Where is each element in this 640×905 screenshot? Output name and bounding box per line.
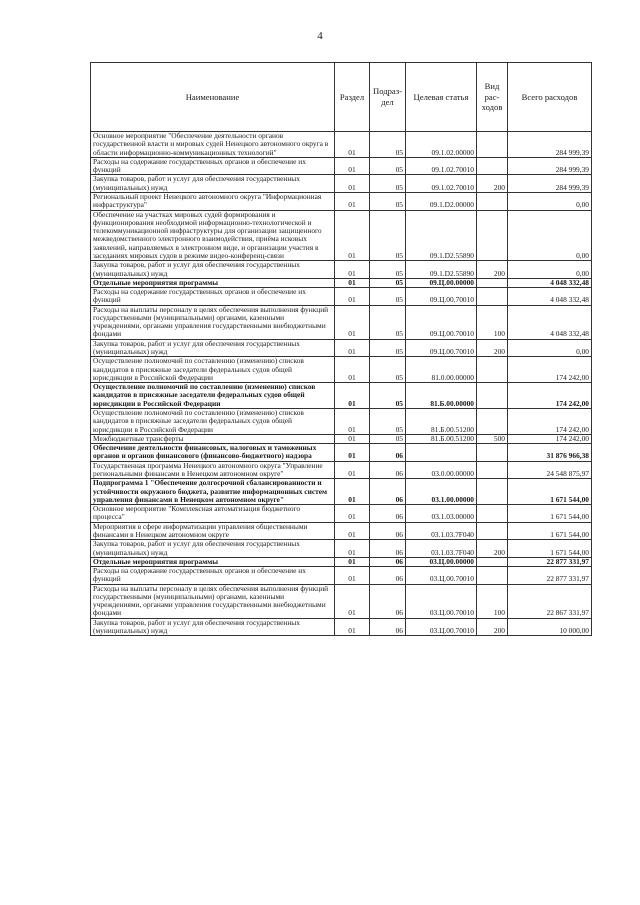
cell-razdel: 01	[335, 618, 370, 636]
cell-vid	[477, 522, 508, 540]
cell-target: 81.Б.00.51200	[406, 409, 477, 435]
table-row	[91, 175, 592, 193]
cell-name: Закупка товаров, работ и услуг для обеспечения государственных (муниципальных) нужд	[91, 618, 335, 636]
cell-vid	[477, 210, 508, 261]
cell-target: 09.Ц.00.70010	[406, 288, 477, 306]
budget-table	[90, 62, 592, 636]
cell-vid	[477, 479, 508, 505]
cell-total: 1 671 544,00	[508, 522, 592, 540]
cell-razdel: 01	[335, 444, 370, 462]
column-header-razdel: Раздел	[335, 63, 370, 132]
cell-podrazdel: 06	[370, 540, 406, 558]
cell-podrazdel: 06	[370, 557, 406, 566]
cell-podrazdel: 06	[370, 522, 406, 540]
cell-name: Осуществление полномочий по составлению (изменению) списков кандидатов в присяжные заседатели федеральных судов общей юрисдикции в Российской Федерации	[91, 409, 335, 435]
cell-vid: 500	[477, 434, 508, 443]
cell-podrazdel: 05	[370, 357, 406, 383]
cell-name: Мероприятия в сфере информатизации управления общественными финансами в Ненецком автономном округе	[91, 522, 335, 540]
cell-razdel: 01	[335, 567, 370, 585]
cell-target: 81.0.00.00000	[406, 357, 477, 383]
cell-podrazdel: 06	[370, 618, 406, 636]
cell-razdel: 01	[335, 584, 370, 618]
cell-target: 03.Ц.00.70010	[406, 584, 477, 618]
cell-target: 09.1.02.00000	[406, 132, 477, 158]
table-row	[91, 522, 592, 540]
cell-podrazdel: 05	[370, 132, 406, 158]
table-row	[91, 618, 592, 636]
cell-target: 03.1.03.7F040	[406, 540, 477, 558]
cell-total: 174 242,00	[508, 409, 592, 435]
cell-target: 03.1.03.00000	[406, 505, 477, 523]
cell-vid: 200	[477, 540, 508, 558]
cell-target: 09.1.D2.55890	[406, 210, 477, 261]
cell-target: 03.Ц.00.70010	[406, 618, 477, 636]
cell-total: 0,00	[508, 339, 592, 357]
column-header-podrazdel: Подраз-дел	[370, 63, 406, 132]
cell-razdel: 01	[335, 540, 370, 558]
cell-vid	[477, 132, 508, 158]
cell-podrazdel: 05	[370, 383, 406, 409]
cell-target: 09.1.02.70010	[406, 175, 477, 193]
cell-total: 4 048 332,48	[508, 305, 592, 339]
cell-razdel: 01	[335, 557, 370, 566]
table-row	[91, 567, 592, 585]
table-row	[91, 444, 592, 462]
column-header-name: Наименование	[91, 63, 335, 132]
table-row	[91, 132, 592, 158]
cell-name: Расходы на выплаты персоналу в целях обеспечения выполнения функций государственными (муниципальными) органами, казенными учреждениями, органами управления государственными внебюджетными фондами	[91, 305, 335, 339]
cell-name: Закупка товаров, работ и услуг для обеспечения государственных (муниципальных) нужд	[91, 175, 335, 193]
cell-total: 22 877 331,97	[508, 567, 592, 585]
cell-vid: 200	[477, 175, 508, 193]
table-row	[91, 409, 592, 435]
cell-vid	[477, 383, 508, 409]
cell-target: 03.0.00.00000	[406, 461, 477, 479]
cell-razdel: 01	[335, 434, 370, 443]
cell-target	[406, 444, 477, 462]
table-row	[91, 192, 592, 210]
cell-name: Расходы на содержание государственных органов и обеспечение их функций	[91, 288, 335, 306]
cell-razdel: 01	[335, 157, 370, 175]
cell-name: Основное мероприятие "Обеспечение деятельности органов государственной власти и мировых судей Ненецкого автономного округа в области информационно-коммуникационных технологий"	[91, 132, 335, 158]
table-row	[91, 261, 592, 279]
table-row	[91, 278, 592, 287]
cell-target: 81.Б.00.00000	[406, 383, 477, 409]
cell-razdel: 01	[335, 479, 370, 505]
cell-podrazdel: 06	[370, 584, 406, 618]
cell-name: Закупка товаров, работ и услуг для обеспечения государственных (муниципальных) нужд	[91, 540, 335, 558]
cell-podrazdel: 05	[370, 175, 406, 193]
cell-vid: 100	[477, 584, 508, 618]
cell-vid	[477, 278, 508, 287]
cell-razdel: 01	[335, 305, 370, 339]
cell-total: 284 999,39	[508, 175, 592, 193]
cell-vid: 200	[477, 339, 508, 357]
table-header-row	[91, 63, 592, 132]
cell-vid	[477, 409, 508, 435]
page-number: 4	[317, 30, 323, 42]
cell-razdel: 01	[335, 339, 370, 357]
cell-name: Расходы на содержание государственных органов и обеспечение их функций	[91, 567, 335, 585]
cell-target: 03.1.03.7F040	[406, 522, 477, 540]
table-row	[91, 305, 592, 339]
table-row	[91, 288, 592, 306]
cell-vid	[477, 444, 508, 462]
cell-razdel: 01	[335, 505, 370, 523]
cell-podrazdel: 06	[370, 444, 406, 462]
column-header-vid: Вид рас-ходов	[477, 63, 508, 132]
cell-vid	[477, 288, 508, 306]
cell-target: 03.Ц.00.00000	[406, 557, 477, 566]
cell-podrazdel: 05	[370, 409, 406, 435]
cell-razdel: 01	[335, 261, 370, 279]
cell-razdel: 01	[335, 288, 370, 306]
cell-podrazdel: 05	[370, 339, 406, 357]
cell-total: 174 242,00	[508, 434, 592, 443]
cell-name: Расходы на выплаты персоналу в целях обеспечения выполнения функций государственными (муниципальными) органами, казенными учреждениями, органами управления государственными внебюджетными фондами	[91, 584, 335, 618]
cell-razdel: 01	[335, 409, 370, 435]
cell-razdel: 01	[335, 192, 370, 210]
cell-target: 09.Ц.00.70010	[406, 339, 477, 357]
cell-name: Расходы на содержание государственных органов и обеспечение их функций	[91, 157, 335, 175]
cell-name: Закупка товаров, работ и услуг для обеспечения государственных (муниципальных) нужд	[91, 339, 335, 357]
cell-podrazdel: 06	[370, 479, 406, 505]
cell-podrazdel: 05	[370, 278, 406, 287]
cell-target: 09.1.02.70010	[406, 157, 477, 175]
cell-total: 0,00	[508, 192, 592, 210]
cell-razdel: 01	[335, 461, 370, 479]
cell-vid	[477, 357, 508, 383]
cell-vid: 200	[477, 618, 508, 636]
cell-podrazdel: 06	[370, 567, 406, 585]
cell-total: 24 548 875,97	[508, 461, 592, 479]
cell-razdel: 01	[335, 278, 370, 287]
cell-vid	[477, 567, 508, 585]
cell-total: 1 671 544,00	[508, 479, 592, 505]
cell-podrazdel: 05	[370, 210, 406, 261]
column-header-total: Всего расходов	[508, 63, 592, 132]
cell-podrazdel: 06	[370, 505, 406, 523]
cell-total: 174 242,00	[508, 357, 592, 383]
cell-vid	[477, 505, 508, 523]
cell-name: Отдельные мероприятия программы	[91, 278, 335, 287]
cell-total: 4 048 332,48	[508, 278, 592, 287]
cell-target: 09.Ц.00.00000	[406, 278, 477, 287]
table-row	[91, 505, 592, 523]
cell-total: 1 671 544,00	[508, 540, 592, 558]
table-row	[91, 540, 592, 558]
cell-total: 1 671 544,00	[508, 505, 592, 523]
table-row	[91, 339, 592, 357]
cell-name: Осуществление полномочий по составлению (изменению) списков кандидатов в присяжные заседатели федеральных судов общей юрисдикции в Российской Федерации	[91, 383, 335, 409]
cell-total: 31 876 966,38	[508, 444, 592, 462]
cell-total: 10 000,00	[508, 618, 592, 636]
cell-name: Обеспечение деятельности финансовых, налоговых и таможенных органов и органов финансового (финансово-бюджетного) надзора	[91, 444, 335, 462]
cell-name: Осуществление полномочий по составлению (изменению) списков кандидатов в присяжные заседатели федеральных судов общей юрисдикции в Российской Федерации	[91, 357, 335, 383]
cell-vid: 200	[477, 261, 508, 279]
cell-name: Региональный проект Ненецкого автономного округа "Информационная инфраструктура"	[91, 192, 335, 210]
cell-total: 4 048 332,48	[508, 288, 592, 306]
cell-vid	[477, 157, 508, 175]
cell-target: 03.1.00.00000	[406, 479, 477, 505]
cell-name: Межбюджетные трансферты	[91, 434, 335, 443]
cell-podrazdel: 06	[370, 461, 406, 479]
cell-razdel: 01	[335, 210, 370, 261]
cell-name: Подпрограмма 1 "Обеспечение долгосрочной сбалансированности и устойчивости окружного бюджета, развитие информационных систем управления финансами в Ненецком автономном округе"	[91, 479, 335, 505]
cell-razdel: 01	[335, 357, 370, 383]
cell-total: 22 867 331,97	[508, 584, 592, 618]
cell-target: 09.1.D2.00000	[406, 192, 477, 210]
cell-name: Отдельные мероприятия программы	[91, 557, 335, 566]
cell-name: Закупка товаров, работ и услуг для обеспечения государственных (муниципальных) нужд	[91, 261, 335, 279]
cell-podrazdel: 05	[370, 261, 406, 279]
cell-vid: 100	[477, 305, 508, 339]
table-row	[91, 434, 592, 443]
cell-total: 284 999,39	[508, 132, 592, 158]
table-body	[91, 132, 592, 636]
cell-razdel: 01	[335, 522, 370, 540]
table-row	[91, 479, 592, 505]
cell-vid	[477, 192, 508, 210]
table-row	[91, 584, 592, 618]
cell-target: 09.Ц.00.70010	[406, 305, 477, 339]
cell-razdel: 01	[335, 132, 370, 158]
cell-razdel: 01	[335, 175, 370, 193]
cell-target: 09.1.D2.55890	[406, 261, 477, 279]
cell-target: 81.Б.00.51200	[406, 434, 477, 443]
cell-total: 0,00	[508, 261, 592, 279]
cell-podrazdel: 05	[370, 157, 406, 175]
table-row	[91, 210, 592, 261]
cell-target: 03.Ц.00.70010	[406, 567, 477, 585]
cell-vid	[477, 557, 508, 566]
column-header-target: Целевая статья	[406, 63, 477, 132]
cell-total: 284 999,39	[508, 157, 592, 175]
table-row	[91, 157, 592, 175]
cell-total: 174 242,00	[508, 383, 592, 409]
cell-total: 22 877 331,97	[508, 557, 592, 566]
cell-vid	[477, 461, 508, 479]
table-row	[91, 461, 592, 479]
table-row	[91, 383, 592, 409]
cell-total: 0,00	[508, 210, 592, 261]
cell-razdel: 01	[335, 383, 370, 409]
cell-podrazdel: 05	[370, 192, 406, 210]
cell-podrazdel: 05	[370, 434, 406, 443]
table-row	[91, 557, 592, 566]
cell-name: Основное мероприятие "Комплексная автоматизация бюджетного процесса"	[91, 505, 335, 523]
cell-podrazdel: 05	[370, 288, 406, 306]
cell-name: Государственная программа Ненецкого автономного округа "Управление региональными финансами в Ненецком автономном округе"	[91, 461, 335, 479]
cell-name: Обеспечение на участках мировых судей формирования и функционирования необходимой информационно-технологической и телекоммуникационной инфраструктуры для организации защищенного межведомственного электронного взаимодействия, приёма исковых заявлений, направляемых в электронном виде, и организации участия в заседаниях мировых судов в режиме видео-конференц-связи	[91, 210, 335, 261]
table-row	[91, 357, 592, 383]
cell-podrazdel: 05	[370, 305, 406, 339]
